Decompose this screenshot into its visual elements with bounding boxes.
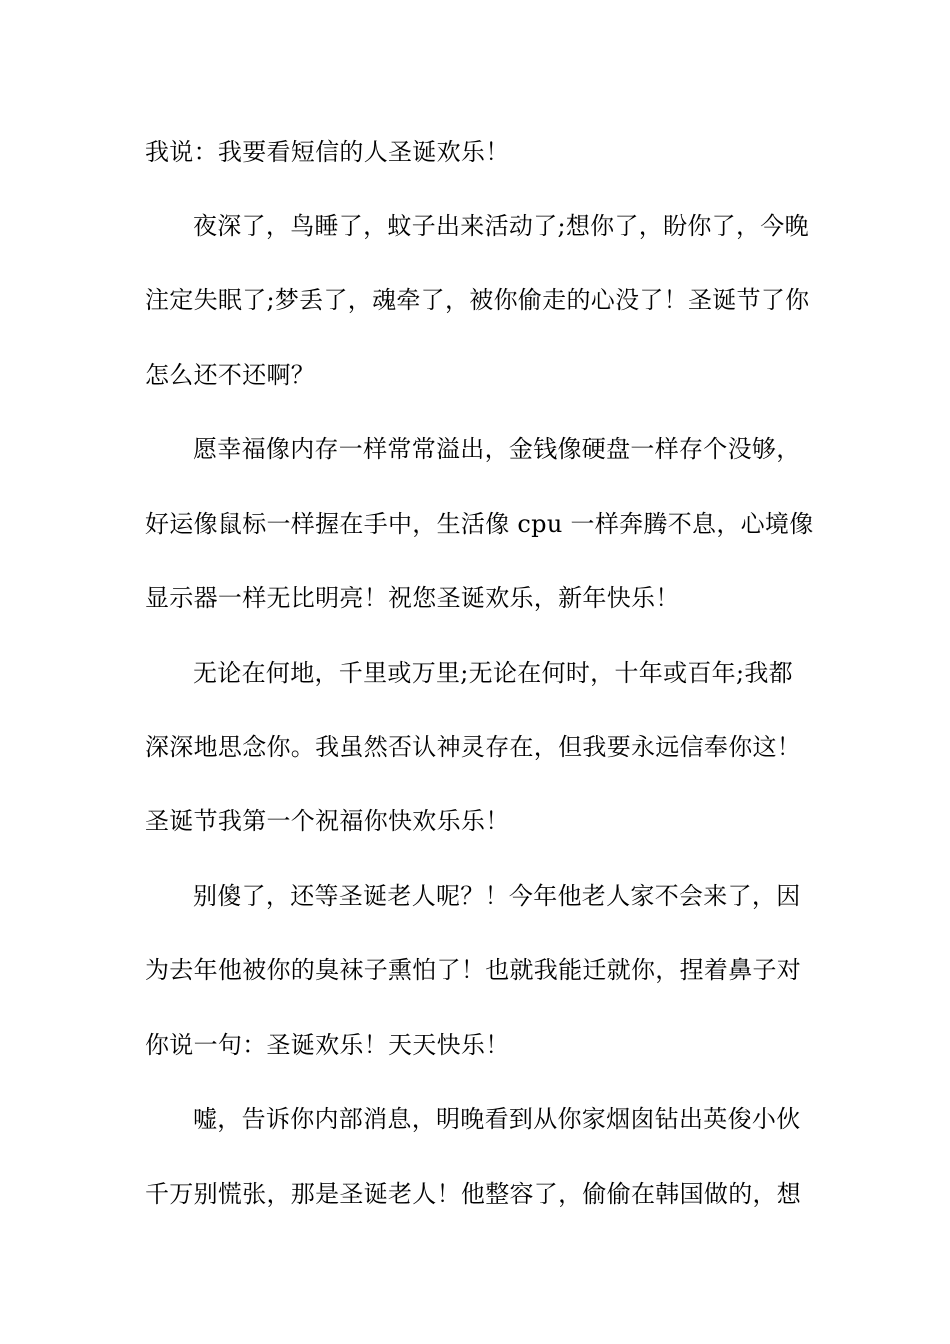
text-line: 为去年他被你的臭袜子熏怕了！也就我能迁就你，捏着鼻子对 bbox=[145, 956, 802, 984]
text-line: 我说：我要看短信的人圣诞欢乐！ bbox=[145, 138, 510, 166]
paragraph-first-line: 无论在何地，千里或万里;无论在何时，十年或百年;我都 bbox=[193, 659, 793, 687]
paragraph-first-line: 夜深了，鸟睡了，蚊子出来活动了;想你了，盼你了，今晚 bbox=[193, 212, 809, 240]
paragraph-first-line: 愿幸福像内存一样常常溢出，金钱像硬盘一样存个没够， bbox=[193, 435, 801, 463]
paragraph-first-line: 别傻了，还等圣诞老人呢？！今年他老人家不会来了，因 bbox=[193, 882, 801, 910]
text-line: 你说一句：圣诞欢乐！天天快乐！ bbox=[145, 1031, 510, 1059]
text-line: 怎么还不还啊？ bbox=[145, 361, 316, 389]
text-line: 圣诞节我第一个祝福你快欢乐乐！ bbox=[145, 807, 510, 835]
text-line: 深深地思念你。我虽然否认神灵存在，但我要永远信奉你这！ bbox=[145, 733, 802, 761]
text-line: 注定失眠了;梦丢了，魂牵了，被你偷走的心没了！圣诞节了你 bbox=[145, 286, 810, 314]
paragraph-first-line: 嘘，告诉你内部消息，明晚看到从你家烟囱钻出英俊小伙 bbox=[193, 1105, 801, 1133]
text-line: 千万别慌张，那是圣诞老人！他整容了，偷偷在韩国做的，想 bbox=[145, 1180, 802, 1208]
text-line: 好运像鼠标一样握在手中，生活像 cpu 一样奔腾不息，心境像 bbox=[145, 510, 814, 538]
text-line: 显示器一样无比明亮！祝您圣诞欢乐，新年快乐！ bbox=[145, 584, 680, 612]
